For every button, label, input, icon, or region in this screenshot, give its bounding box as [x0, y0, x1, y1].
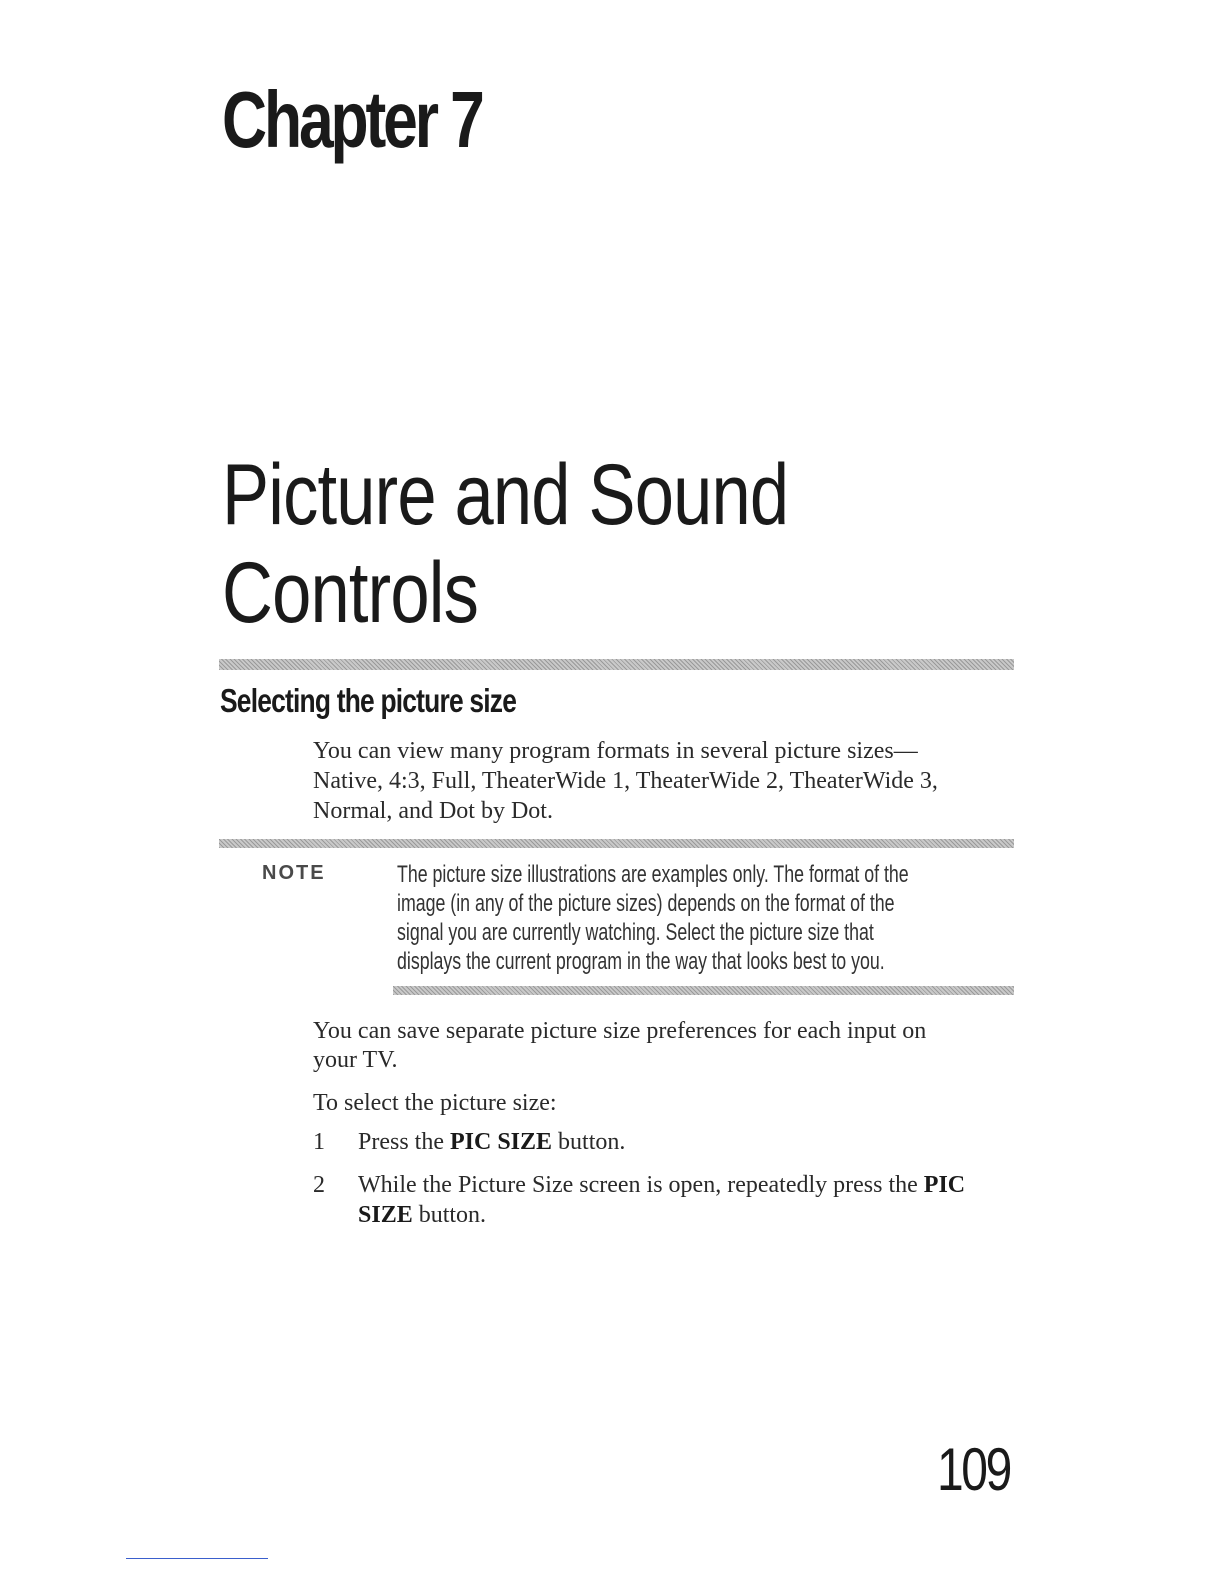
save-line: You can save separate picture size preferences for each input on [313, 1018, 927, 1044]
note-bottom-divider [393, 986, 1014, 995]
step-2-pre: While the Picture Size screen is open, repeatedly press the [358, 1172, 924, 1198]
step-2-post: button. [412, 1202, 487, 1228]
step-1-pre: Press the [358, 1129, 450, 1155]
chapter-title [222, 446, 788, 642]
chapter-title-line-1: Picture and Sound [222, 447, 789, 543]
step-1-number: 1 [313, 1129, 325, 1155]
step-2-number: 2 [313, 1172, 325, 1198]
intro-line: Native, 4:3, Full, TheaterWide 1, TheaterWide 2, TheaterWide 3, [313, 768, 938, 794]
intro-line: Normal, and Dot by Dot. [313, 798, 553, 824]
intro-line: You can view many program formats in several picture sizes— [313, 738, 918, 764]
note-label: NOTE [262, 862, 326, 884]
note-line: signal you are currently watching. Select the picture size that [397, 919, 874, 946]
step-1-post: button. [552, 1129, 626, 1155]
select-intro: To select the picture size: [313, 1090, 557, 1116]
page-number: 109 [937, 1436, 1010, 1503]
save-preferences-paragraph [313, 1016, 926, 1074]
size-label: SIZE [358, 1202, 413, 1228]
section-divider [219, 659, 1014, 670]
bottom-edge-line [126, 1558, 268, 1559]
note-line: The picture size illustrations are examples only. The format of the [397, 861, 909, 888]
chapter-label: Chapter 7 [222, 75, 482, 164]
pic-label: PIC [923, 1172, 966, 1198]
note-text [397, 860, 909, 976]
pic-size-button-label: PIC SIZE [450, 1129, 553, 1155]
step-2-text [358, 1170, 965, 1230]
step-1-text [358, 1127, 625, 1157]
step-2-line-2 [358, 1200, 965, 1230]
step-2-line-1 [358, 1170, 965, 1200]
intro-paragraph [313, 736, 938, 826]
note-line: displays the current program in the way that looks best to you. [397, 948, 885, 975]
save-line: your TV. [313, 1047, 398, 1073]
note-line: image (in any of the picture sizes) depends on the format of the [397, 890, 895, 917]
chapter-title-line-2: Controls [222, 545, 479, 641]
section-heading: Selecting the picture size [220, 682, 517, 719]
note-top-divider [219, 839, 1014, 848]
